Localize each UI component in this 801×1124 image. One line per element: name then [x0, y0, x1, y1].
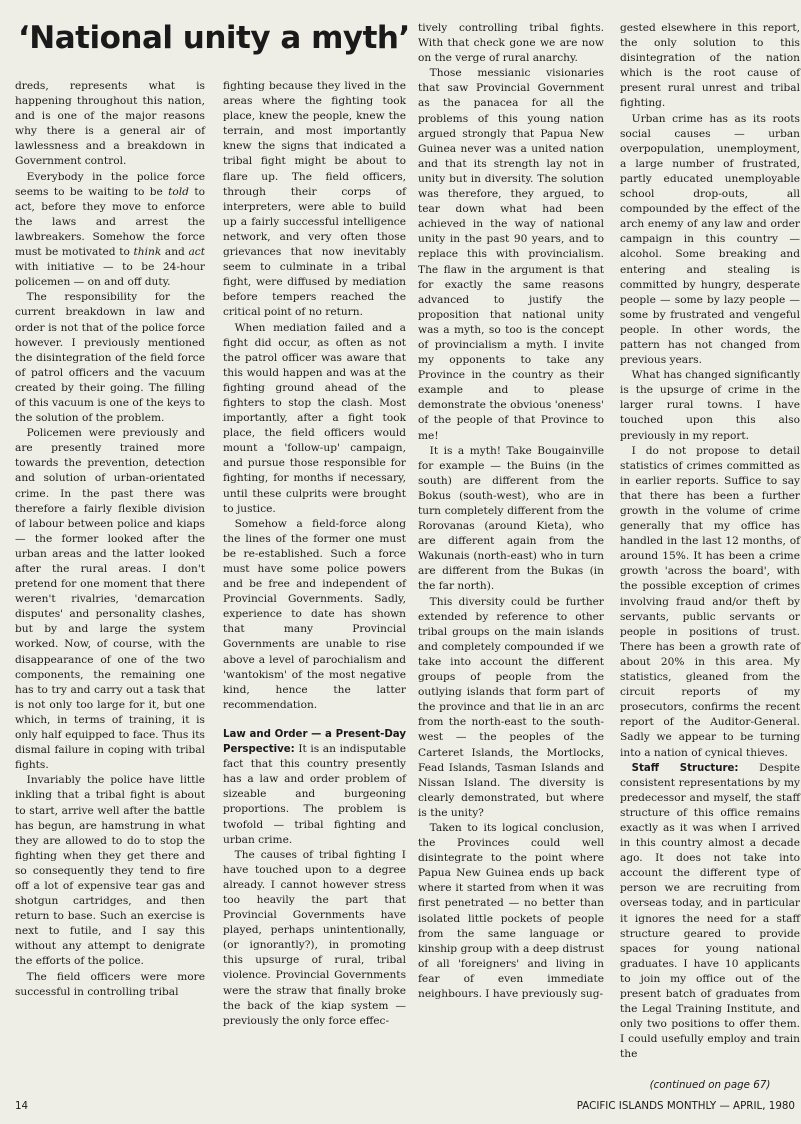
paragraph: Somehow a field-force along the lines of the former one must be re-established. Such a force must have some police powers and be free and independent of Provincial Governments. Sadly, experience to date has shown that many Provincial Governments are unable to rise above a level of parochialism and 'wantokism' of the most negative kind, hence the latter recommendation.	[223, 517, 406, 711]
paragraph: Those messianic visionaries that saw Provincial Government as the panacea for all the problems of this young nation argued strongly that Papua New Guinea never was a united nation and that its strength lay not in unity but in diversity. The solution was therefore, they argued, to tear down what had been achieved in the way of national unity in the past 90 years, and to replace this with provincialism. The flaw in the argument is that for exactly the same reasons advanced to justify the proposition that national unity was a myth, so too is the concept of provincialism a myth. I invite my opponents to take any Province in the country as their example and to please demonstrate the obvious 'oneness' of the people of that Province to me!	[418, 67, 604, 442]
paragraph: Policemen were previously and are presently trained more towards the prevention, detection and solution of urban-orientated crime. In the past there was therefore a fairly flexible division of labour between police and kiaps — the former looked after the urban areas and the latter looked after the rural areas. I don't pretend for one moment that there weren't rivalries, 'demarcation disputes' and personality clashes, but by and large the system worked. Now, of course, with the disappearance of one of the two components, the remaining one has to try and carry out a task that is not only too large for it, but one which, in terms of training, it is only half equipped to face. Thus its dismal failure in coping with tribal fights.	[15, 427, 205, 772]
paragraph: The field officers were more successful in controlling tribal	[15, 970, 205, 998]
paragraph: I do not propose to detail statistics of crimes committed as in earlier reports. Suffice to say that there has been a further growth in the volume of crime generally that my office has handled in the last 12 months, of around 15%. It has been a crime growth 'across the board', with the possible exception of crimes involving fraud and/or theft by servants, public servants or people in positions of trust. There has been a growth rate of about 20% in this area. My statistics, gleaned from the circuit reports of my prosecutors, confirms the recent report of the Auditor-General. Sadly we appear to be turning into a nation of cynical thieves.	[620, 444, 800, 759]
paragraph: fighting because they lived in the areas where the fighting took place, knew the people, knew the terrain, and most importantly knew the signs that indicated a tribal fight might be about to flare up. The field officers, through their corps of interpreters, were able to build up a fairly successful intelligence network, and very often those grievances that now inevitably seem to culminate in a tribal fight, were diffused by mediation before tempers reached the critical point of no return.	[223, 80, 406, 319]
publication-line: PACIFIC ISLANDS MONTHLY — APRIL, 1980	[576, 1100, 795, 1112]
paragraph: Invariably the police have little inkling that a tribal fight is about to start, arrive well after the battle has begun, are hamstrung in what they are allowed to do to stop the fighting when they get there and so consequently they tend to fire off a lot of expensive tear gas and shotgun cartridges, and then return to base. Such an exercise is next to futile, and I say this without any attempt to denigrate the efforts of the police.	[15, 774, 205, 968]
article-column-2	[223, 79, 406, 1029]
paragraph: It is a myth! Take Bougainville for example — the Buins (in the south) are different from the Bokus (south-west), who are in turn completely different from the Rorovanas (around Kieta), who are different again from the Wakunais (north-east) who in turn are different from the Bukas (in the far north).	[418, 444, 604, 593]
page-number: 14	[15, 1100, 29, 1112]
paragraph: The responsibility for the current breakdown in law and order is not that of the police force however. I previously mentioned the disintegration of the field force of patrol officers and the vacuum created by their going. The filling of this vacuum is one of the keys to the solution of the problem.	[15, 291, 205, 425]
article-column-4	[620, 21, 800, 1094]
section-paragraph: Staff Structure: Despite consistent representations by my predecessor and myself, the staff structure of this office remains exactly as it was when I arrived in this country almost a decade ago. It does not take into account the different type of person we are recruiting from overseas today, and in particular it ignores the need for a staff structure geared to provide spaces for young national graduates. I have 10 applicants to join my office out of the present batch of graduates from the Legal Training Institute, and only two positions to offer them. I could usefully employ and train the	[620, 761, 800, 1061]
continued-note: (continued on page 67)	[649, 1079, 771, 1092]
headline: ‘National unity a myth’	[18, 20, 410, 56]
paragraph: Taken to its logical conclusion, the Provinces could well disintegrate to the point where Papua New Guinea ends up back where it started from when it was first penetrated — no better than isolated little pockets of people from the same language or kinship group with a deep distrust of all 'foreigners' and living in fear of even immediate neighbours. I have previously sug-	[418, 821, 604, 1000]
article-column-1	[15, 79, 205, 1000]
section-paragraph: Law and Order — a Present-Day Perspective: It is an indisputable fact that this country presently has a law and order problem of sizeable and burgeoning proportions. The problem is twofold — tribal fighting and urban crime.	[223, 728, 406, 846]
paragraph: gested elsewhere in this report, the only solution to this disintegration of the nation which is the root cause of present rural unrest and tribal fighting.	[620, 22, 800, 110]
section-subhead: Staff Structure:	[631, 762, 739, 774]
paragraph: Everybody in the police force seems to be waiting to be told to act, before they move to enforce the laws and arrest the lawbreakers. Somehow the force must be motivated to think and act with initiative — to be 24-hour policemen — on and off duty.	[15, 170, 205, 289]
paragraph: When mediation failed and a fight did occur, as often as not the patrol officer was aware that this would happen and was at the fighting ground ahead of the fighters to stop the clash. Most importantly, after a fight took place, the field officers would mount a 'follow-up' campaign, and pursue those responsible for fighting, for months if necessary, until these culprits were brought to justice.	[223, 321, 406, 515]
paragraph: What has changed significantly is the upsurge of crime in the larger rural towns. I have touched upon this also previously in my report.	[620, 369, 800, 442]
paragraph: Urban crime has as its roots social causes — urban overpopulation, unemployment, a large number of frustrated, partly educated unemployable school drop-outs, all compounded by the effect of the arch enemy of any law and order campaign in this country — alcohol. Some breaking and entering and stealing is committed by hungry, desperate people — some by lazy people — some by frustrated and vengeful people. In other words, the pattern has not changed from previous years.	[620, 112, 800, 367]
paragraph: dreds, represents what is happening throughout this nation, and is one of the major reasons why there is a general air of lawlessness and a breakdown in Government control.	[15, 80, 205, 168]
paragraph: This diversity could be further extended by reference to other tribal groups on the main islands and completely compounded if we take into account the different groups of people from the outlying islands that form part of the province and that lie in an arc from the north-east to the south-west — the peoples of the Carteret Islands, the Mortlocks, Fead Islands, Tasman Islands and Nissan Island. The diversity is clearly demonstrated, but where is the unity?	[418, 595, 604, 819]
paragraph: The causes of tribal fighting I have touched upon to a degree already. I cannot however stress too heavily the part that Provincial Governments have played, perhaps unintentionally, (or ignorantly?), in promoting this upsurge of rural, tribal violence. Provincial Governments were the straw that finally broke the back of the kiap system — previously the only force effec-	[223, 848, 406, 1027]
article-column-3	[418, 21, 604, 1002]
section-subhead: Law and Order — a Present-Day Perspective:	[223, 728, 406, 756]
paragraph: tively controlling tribal fights. With that check gone we are now on the verge of rural anarchy.	[418, 22, 604, 65]
